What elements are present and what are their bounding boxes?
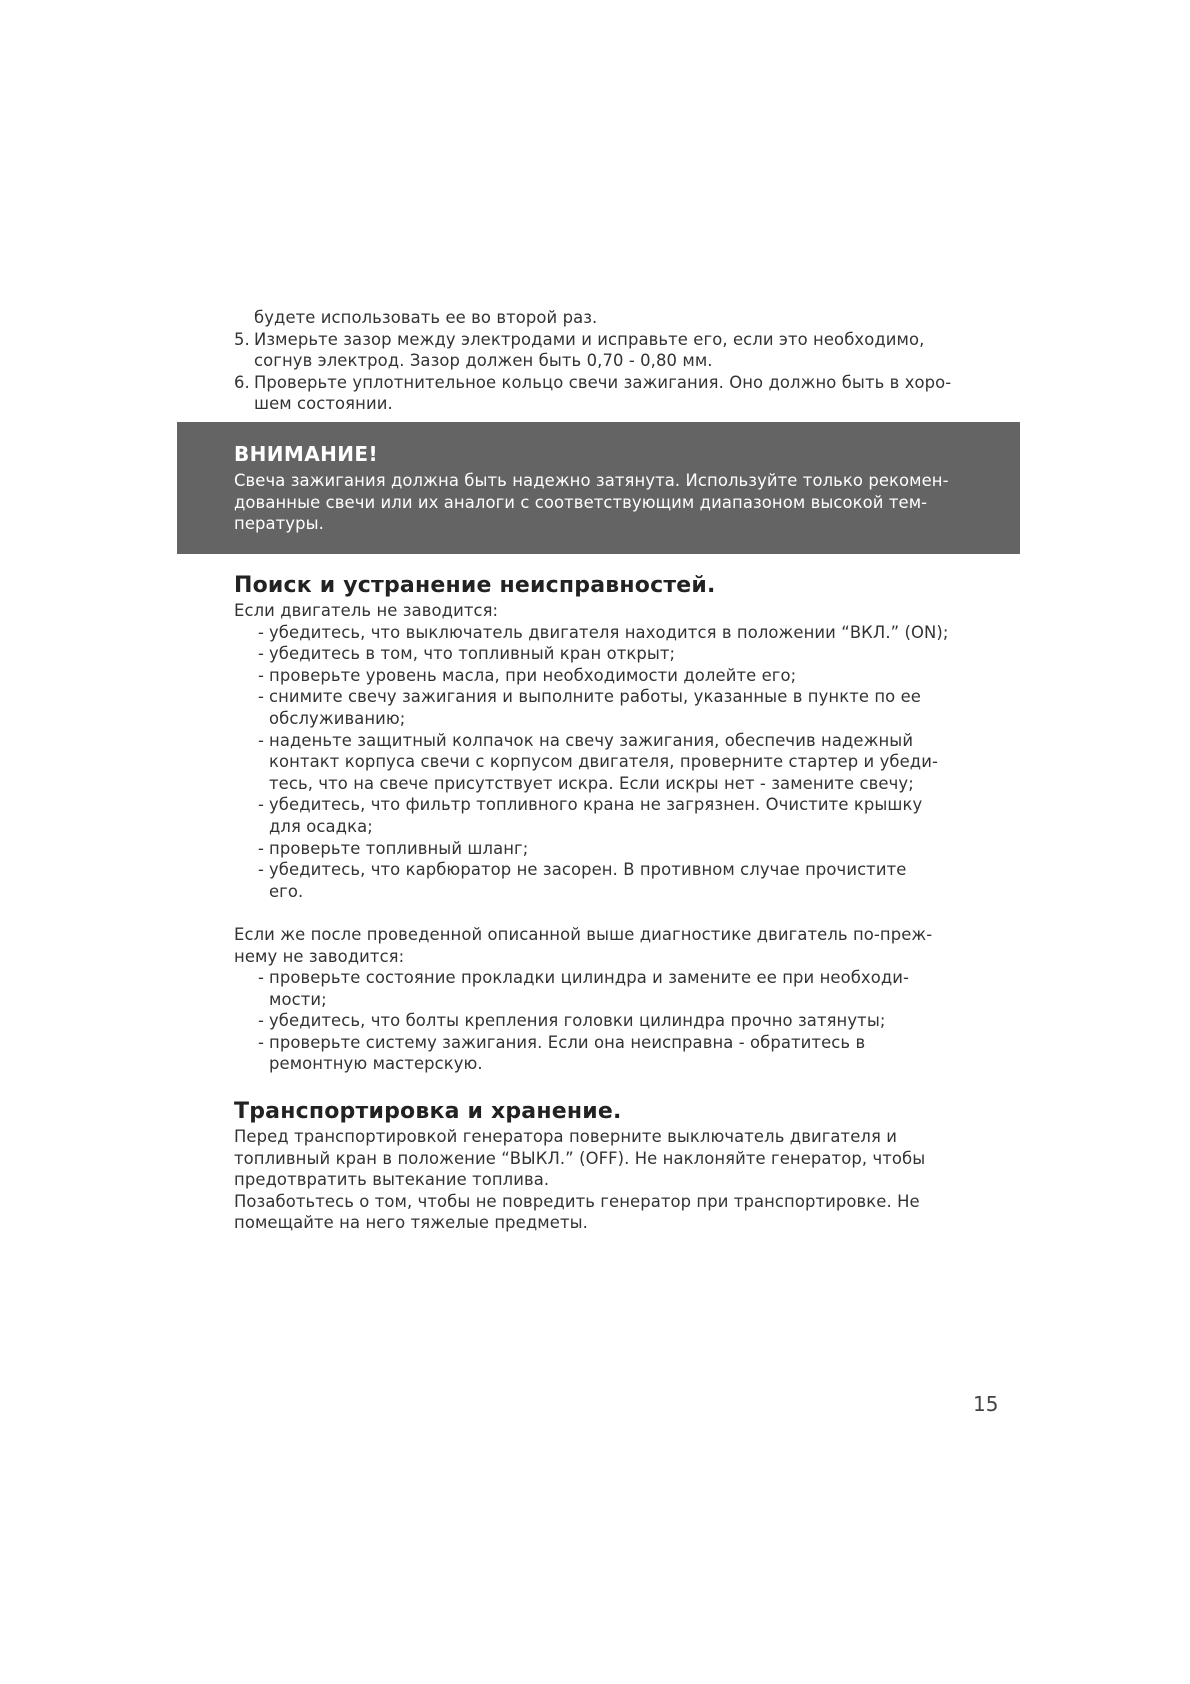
list-item — [258, 967, 1014, 1010]
paragraph-line: Если же после проведенной описанной выше диагностике двигатель по-преж- — [234, 924, 933, 944]
list-item — [258, 838, 1014, 860]
list-item-text: убедитесь, что фильтр топливного крана не загрязнен. Очистите крышку — [269, 795, 923, 815]
warning-line: пературы. — [234, 514, 324, 534]
section-title: Поиск и устранение неисправностей. — [234, 573, 716, 598]
bullet-dash: - — [258, 838, 265, 858]
bullet-dash: - — [258, 622, 265, 642]
list-item-text: убедитесь, что болты крепления головки цилиндра прочно затянуты; — [269, 1011, 886, 1031]
warning-box — [177, 422, 1020, 554]
maintenance-steps — [234, 307, 994, 415]
warning-text — [234, 470, 1004, 535]
bullet-dash: - — [258, 1011, 265, 1031]
list-item-text: его. — [269, 881, 304, 901]
step-number: 6. — [234, 372, 250, 392]
list-item-text: тесь, что на свече присутствует искра. Если искры нет - замените свечу; — [269, 773, 914, 793]
paragraph-line: помещайте на него тяжелые предметы. — [234, 1213, 588, 1233]
list-item — [258, 730, 1014, 795]
list-item — [258, 1032, 1014, 1075]
bullet-dash: - — [258, 795, 265, 815]
bullet-dash: - — [258, 860, 265, 880]
bullet-dash: - — [258, 644, 265, 664]
list-item-text: мости; — [269, 989, 327, 1009]
list-item — [258, 665, 1014, 687]
step-text: Проверьте уплотнительное кольцо свечи зажигания. Оно должно быть в хоро- — [254, 372, 952, 392]
list-item-text: обслуживанию; — [269, 708, 406, 728]
paragraph-line: Перед транспортировкой генератора поверните выключатель двигателя и — [234, 1127, 897, 1146]
paragraph-line: нему не заводится: — [234, 946, 405, 966]
list-item-text: убедитесь в том, что топливный кран открыт; — [269, 644, 676, 664]
paragraph-line: предотвратить вытекание топлива. — [234, 1170, 550, 1190]
list-item — [258, 859, 1014, 902]
bullet-dash: - — [258, 1032, 265, 1052]
step-number: 5. — [234, 329, 250, 349]
list-item-text: проверьте уровень масла, при необходимости долейте его; — [269, 665, 797, 685]
bullet-dash: - — [258, 730, 265, 750]
paragraph-line: Позаботьтесь о том, чтобы не повредить генератор при транспортировке. Не — [234, 1191, 920, 1211]
page-number: 15 — [973, 1392, 999, 1416]
list-item-text: проверьте систему зажигания. Если она неисправна - обратитесь в — [269, 1032, 866, 1052]
spacer — [234, 902, 1014, 924]
checklist — [234, 622, 1014, 903]
transport-section — [234, 1098, 1014, 1234]
list-item — [258, 686, 1014, 729]
checklist-2 — [234, 967, 1014, 1075]
section-title: Транспортировка и хранение. — [234, 1099, 622, 1124]
list-item — [258, 1010, 1014, 1032]
troubleshooting-section — [234, 572, 1014, 1075]
step-text: шем состоянии. — [254, 394, 393, 414]
step-6 — [234, 372, 994, 415]
bullet-dash: - — [258, 665, 265, 685]
list-item-text: снимите свечу зажигания и выполните работы, указанные в пункте по ее — [269, 687, 921, 707]
list-item-text: наденьте защитный колпачок на свечу зажигания, обеспечив надежный — [269, 730, 914, 750]
list-item — [258, 794, 1014, 837]
step-5 — [234, 329, 994, 372]
list-item-text: ремонтную мастерскую. — [269, 1054, 483, 1074]
warning-title: ВНИМАНИЕ! — [234, 442, 378, 466]
bullet-dash: - — [258, 968, 265, 988]
list-item — [258, 643, 1014, 665]
step-4-continuation: будете использовать ее во второй раз. — [254, 308, 598, 327]
list-item-text: убедитесь, что выключатель двигателя находится в положении “ВКЛ.” (ON); — [269, 622, 949, 642]
list-item-text: убедитесь, что карбюратор не засорен. В противном случае прочистите — [269, 860, 907, 880]
list-item-text: контакт корпуса свечи с корпусом двигателя, проверните стартер и убеди- — [269, 752, 938, 772]
list-item-text: проверьте состояние прокладки цилиндра и замените ее при необходи- — [269, 968, 910, 988]
paragraph-line: топливный кран в положение “ВЫКЛ.” (OFF). Не наклоняйте генератор, чтобы — [234, 1148, 926, 1168]
list-item-text: для осадка; — [269, 816, 373, 836]
list-item — [258, 622, 1014, 644]
step-text: Измерьте зазор между электродами и исправьте его, если это необходимо, — [254, 329, 925, 349]
section-intro: Если двигатель не заводится: — [234, 601, 499, 620]
warning-line: дованные свечи или их аналоги с соответствующим диапазоном высокой тем- — [234, 492, 928, 512]
step-text: согнув электрод. Зазор должен быть 0,70 - 0,80 мм. — [254, 351, 713, 371]
warning-line: Свеча зажигания должна быть надежно затянута. Используйте только рекомен- — [234, 471, 949, 490]
bullet-dash: - — [258, 687, 265, 707]
list-item-text: проверьте топливный шланг; — [269, 838, 529, 858]
